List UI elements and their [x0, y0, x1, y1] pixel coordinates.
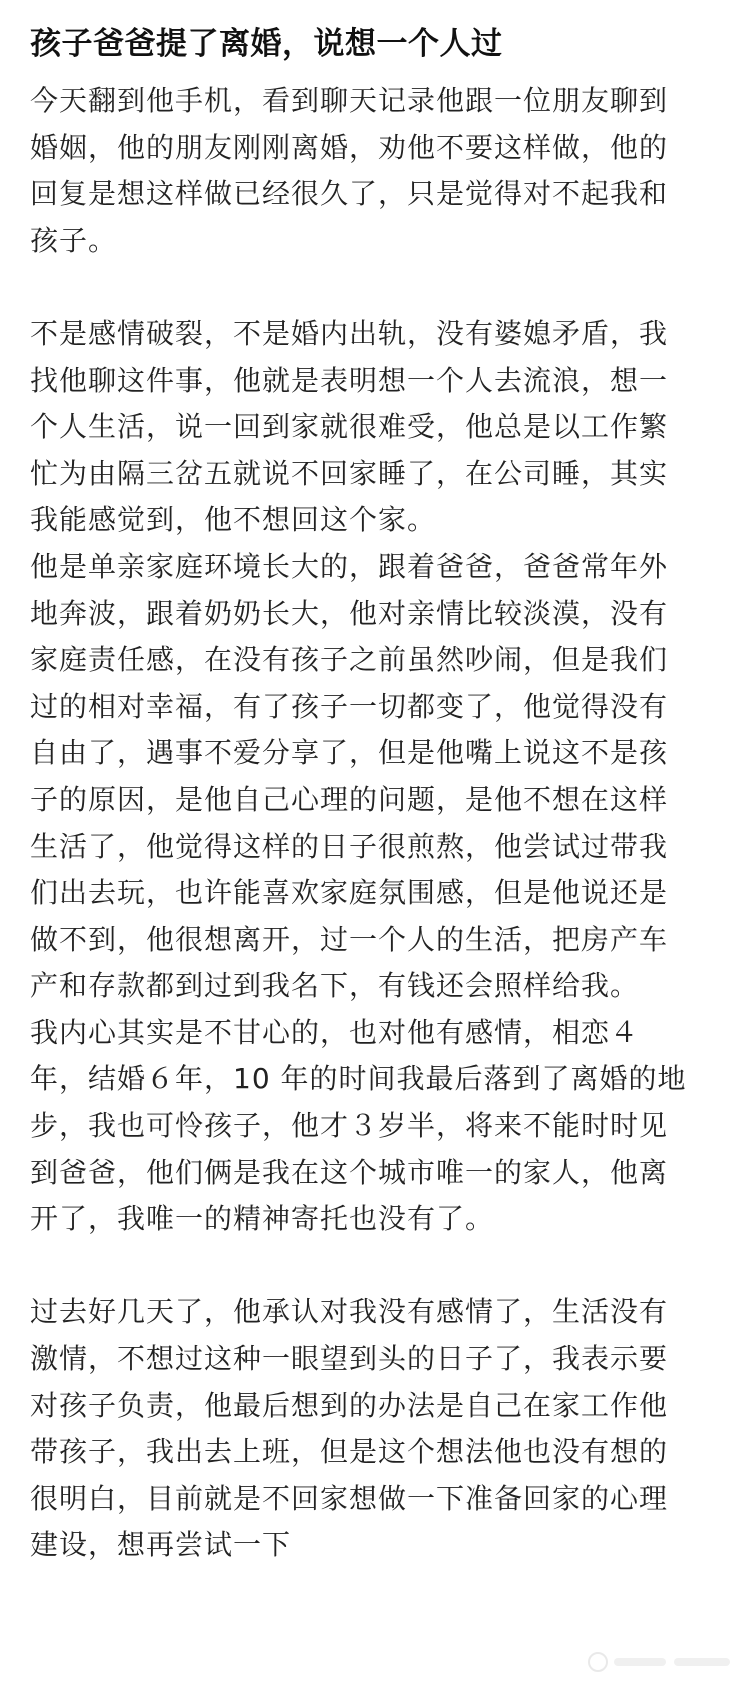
text-line: 建设，想再尝试一下: [30, 1528, 292, 1562]
watermark-logo-icon: [586, 1649, 736, 1675]
text-line: 家庭责任感，在没有孩子之前虽然吵闹，但是我们: [30, 643, 669, 677]
text-line: 生活了，他觉得这样的日子很煎熬，他尝试过带我: [30, 829, 669, 863]
paragraph-gap: [30, 1243, 730, 1290]
text-line: 不是感情破裂，不是婚内出轨，没有婆媳矛盾，我: [30, 316, 669, 350]
text-line: 孩子。: [30, 223, 118, 257]
text-line: 他是单亲家庭环境长大的，跟着爸爸，爸爸常年外: [30, 549, 669, 583]
text-line: 到爸爸，他们俩是我在这个城市唯一的家人，他离: [30, 1155, 669, 1189]
text-line: 婚姻，他的朋友刚刚离婚，劝他不要这样做，他的: [30, 130, 669, 164]
text-line: 激情，不想过这种一眼望到头的日子了，我表示要: [30, 1342, 669, 1376]
text-line: 忙为由隔三岔五就说不回家睡了，在公司睡，其实: [30, 456, 669, 490]
paragraph-gap: [30, 264, 730, 311]
text-line: 很明白，目前就是不回家想做一下准备回家的心理: [30, 1481, 669, 1515]
post-content: [30, 18, 730, 1569]
text-line: 我能感觉到，他不想回这个家。: [30, 503, 437, 537]
text-line: 们出去玩，也许能喜欢家庭氛围感，但是他说还是: [30, 876, 669, 910]
text-line: 产和存款都到过到我名下，有钱还会照样给我。: [30, 969, 640, 1003]
paragraph-3: [30, 544, 730, 1010]
text-line: 回复是想这样做已经很久了，只是觉得对不起我和: [30, 177, 669, 211]
text-line: 自由了，遇事不爱分享了，但是他嘴上说这不是孩: [30, 736, 669, 770]
text-line: 步，我也可怜孩子，他才３岁半，将来不能时时见: [30, 1109, 669, 1143]
text-line: 我内心其实是不甘心的，也对他有感情，相恋４: [30, 1015, 640, 1049]
paragraph-1: [30, 78, 730, 264]
text-line: 今天翻到他手机，看到聊天记录他跟一位朋友聊到: [30, 84, 669, 117]
text-line: 个人生活，说一回到家就很难受，他总是以工作繁: [30, 410, 669, 444]
text-line: 子的原因，是他自己心理的问题，是他不想在这样: [30, 782, 669, 816]
text-line: 地奔波，跟着奶奶长大，他对亲情比较淡漠，没有: [30, 596, 669, 630]
text-line: 做不到，他很想离开，过一个人的生活，把房产车: [30, 922, 669, 956]
paragraph-5: [30, 1289, 730, 1569]
text-line: 找他聊这件事，他就是表明想一个人去流浪，想一: [30, 363, 669, 397]
paragraph-4: [30, 1010, 730, 1243]
text-line: 带孩子，我出去上班，但是这个想法他也没有想的: [30, 1435, 669, 1469]
text-line: 过去好几天了，他承认对我没有感情了，生活没有: [30, 1295, 669, 1329]
post-title: 孩子爸爸提了离婚，说想一个人过: [30, 26, 503, 62]
text-line: 年，结婚６年，10 年的时间我最后落到了离婚的地: [30, 1062, 687, 1096]
text-line: 开了，我唯一的精神寄托也没有了。: [30, 1202, 495, 1236]
paragraph-2: [30, 311, 730, 544]
text-line: 过的相对幸福，有了孩子一切都变了，他觉得没有: [30, 689, 669, 723]
text-line: 对孩子负责，他最后想到的办法是自己在家工作他: [30, 1388, 669, 1422]
